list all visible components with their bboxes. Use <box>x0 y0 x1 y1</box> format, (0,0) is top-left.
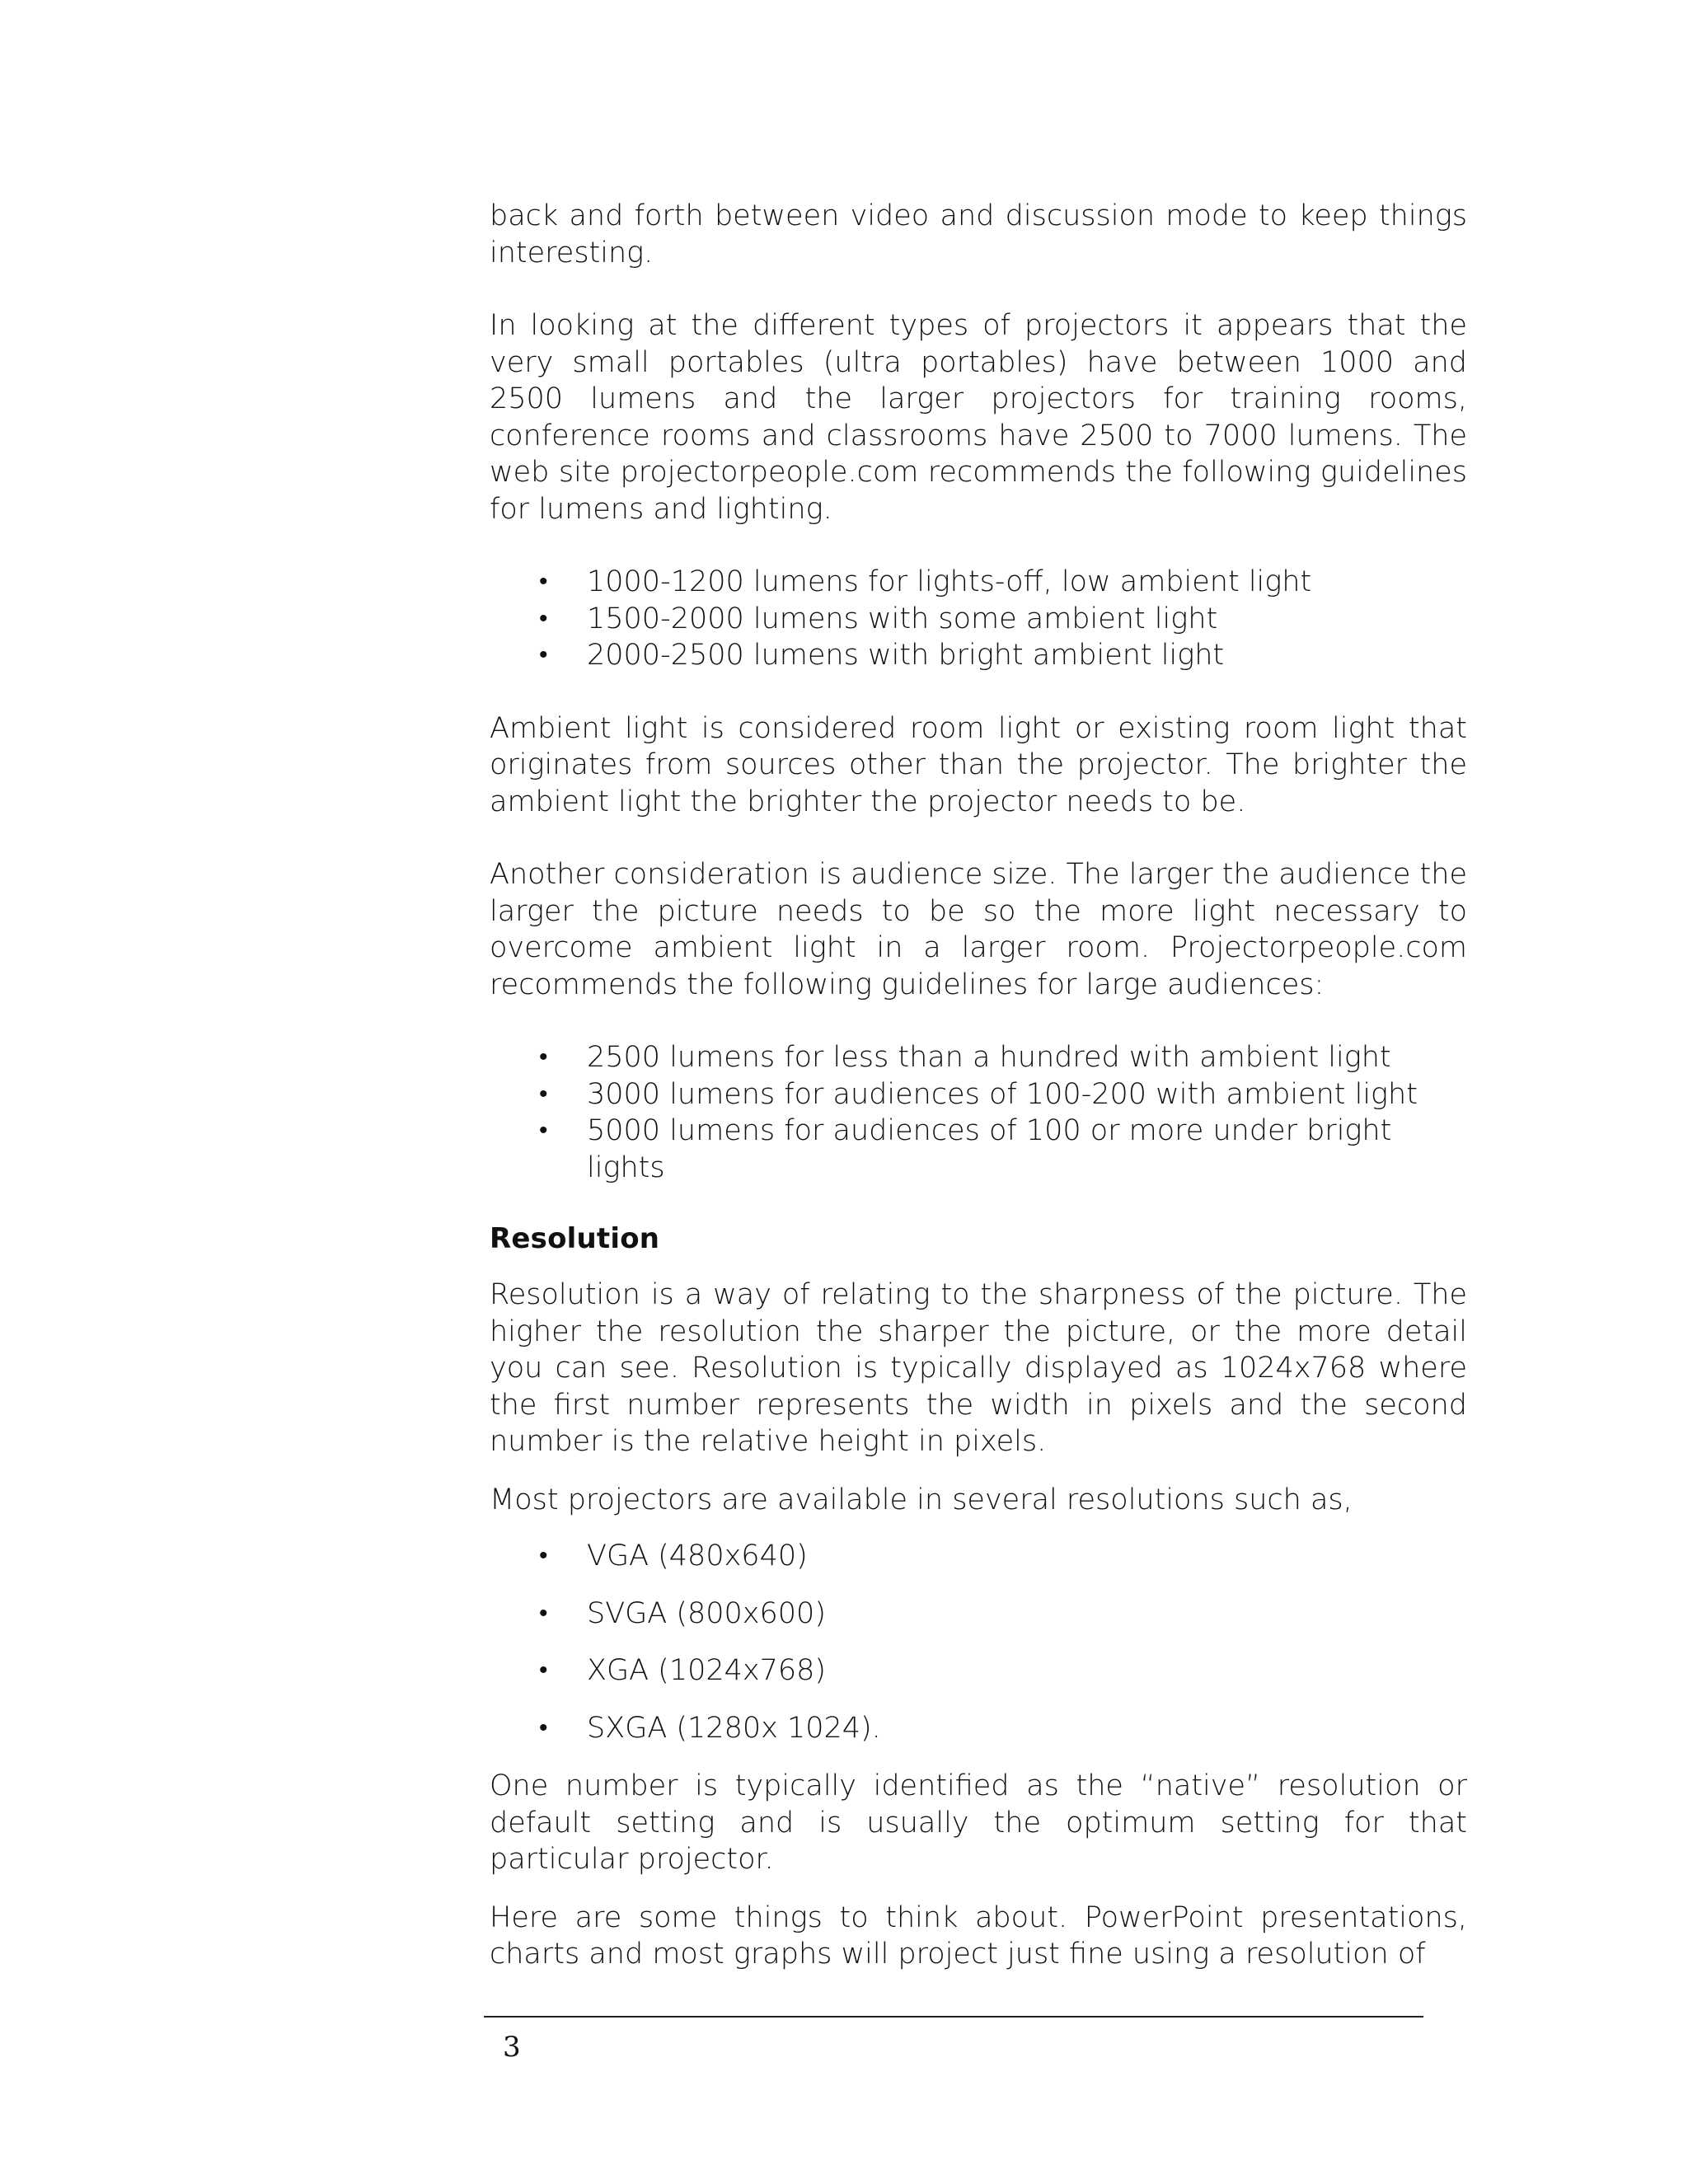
lumens-lighting-list <box>490 564 1467 674</box>
paragraph-resolution-definition: Resolution is a way of relating to the sharpness of the picture. The higher the resolution the sharper the picture, or the more detail you can see. Resolution is typically displayed as 1024x768 where the first number represents the width in pixels and the second number is the relative height in pixels. <box>490 1278 1467 1458</box>
list-item: • 1000-1200 lumens for lights-off, low ambient light <box>490 564 1467 601</box>
audience-lumens-list <box>490 1039 1467 1186</box>
paragraph-ambient-light: Ambient light is considered room light or existing room light that originates from sources other than the projector. The brighter the ambient light the brighter the projector needs to be. <box>490 711 1467 818</box>
list-item: • 1500-2000 lumens with some ambient light <box>490 601 1467 638</box>
list-item: • VGA (480x640) <box>490 1538 1467 1575</box>
list-item: • 3000 lumens for audiences of 100-200 with ambient light <box>490 1076 1467 1113</box>
page-number: 3 <box>503 2031 521 2064</box>
paragraph-audience-size: Another consideration is audience size. The larger the audience the larger the picture needs to be so the more light necessary to overcome ambient light in a larger room. Projectorpeople.com recommends the following guidelines for large audiences: <box>490 858 1467 1001</box>
list-item: • XGA (1024x768) <box>490 1652 1467 1690</box>
paragraph-projector-types: In looking at the different types of projectors it appears that the very small portables (ultra portables) have between 1000 and 2500 lumens and the larger projectors for training rooms, conference rooms and classrooms have 2500 to 7000 lumens. The web site projectorpeople.com recommends the following guidelines for lumens and lighting. <box>490 309 1467 526</box>
body-text <box>490 198 1467 1973</box>
list-item: • 2000-2500 lumens with bright ambient light <box>490 637 1467 674</box>
paragraph-resolution-options: Most projectors are available in several resolutions such as, <box>490 1483 1353 1516</box>
list-item: • 2500 lumens for less than a hundred with ambient light <box>490 1039 1467 1076</box>
section-heading-resolution: Resolution <box>490 1222 660 1255</box>
footer-divider <box>484 2016 1423 2018</box>
paragraph-continuation: back and forth between video and discussion mode to keep things interesting. <box>490 199 1467 269</box>
list-item: • SVGA (800x600) <box>490 1596 1467 1633</box>
paragraph-native-resolution: One number is typically identified as the “native” resolution or default setting and is usually the optimum setting for that particular projector. <box>490 1769 1467 1876</box>
list-item: • 5000 lumens for audiences of 100 or more under bright lights <box>490 1113 1467 1186</box>
resolution-list <box>490 1538 1467 1746</box>
list-item: • SXGA (1280x 1024). <box>490 1710 1467 1747</box>
paragraph-things-to-think-about: Here are some things to think about. PowerPoint presentations, charts and most graphs will project just fine using a resolution of <box>490 1900 1467 1971</box>
